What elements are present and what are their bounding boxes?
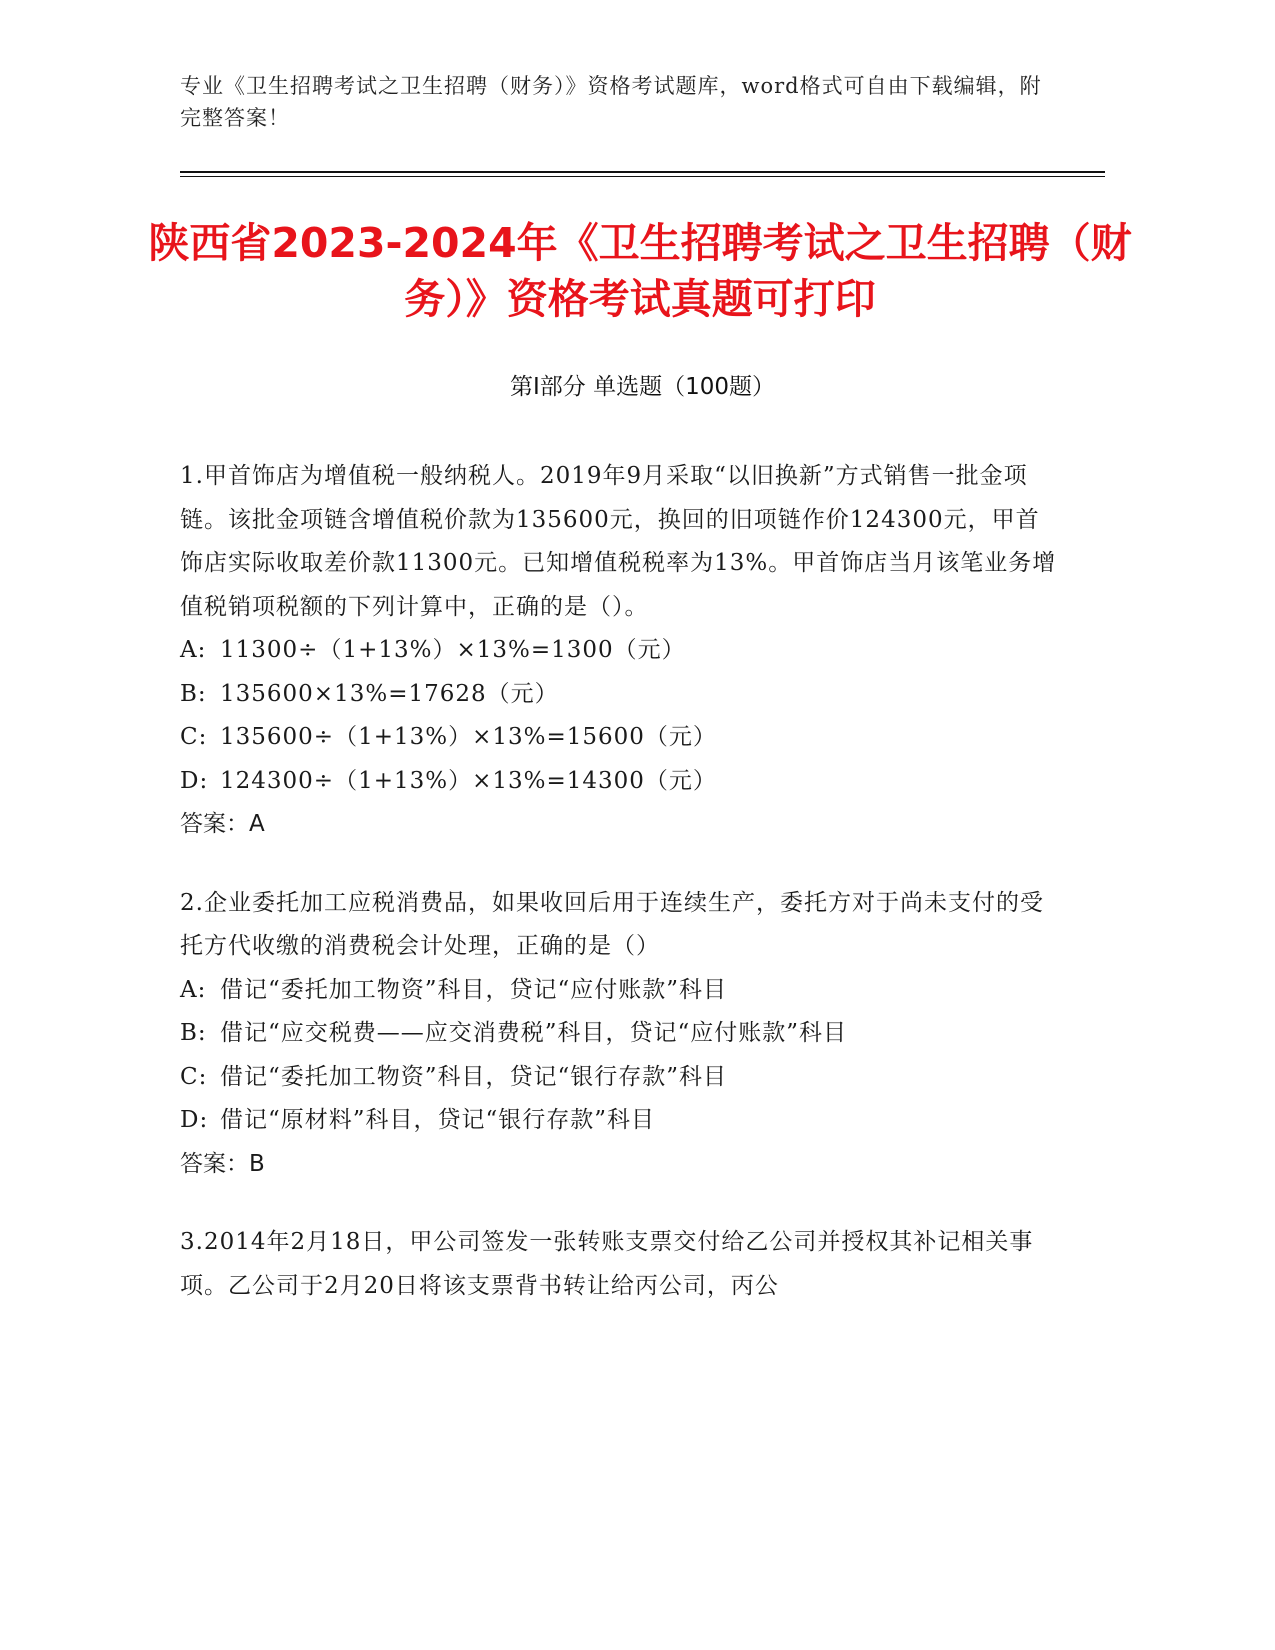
option-d — [180, 760, 1060, 804]
option-key: C: — [180, 724, 208, 750]
answer: 答案：A — [180, 811, 265, 837]
document-title: 陕西省2023-2024年《卫生招聘考试之卫生招聘（财务）》资格考试真题可打印 — [148, 219, 1132, 323]
option-b — [180, 1012, 1060, 1056]
question-list — [180, 455, 1060, 1343]
question-stem: 1.甲首饰店为增值税一般纳税人。2019年9月采取“以旧换新”方式销售一批金项链。该批金项链含增值税价款为135600元，换回的旧项链作价124300元，甲首饰店实际收取差价款11300元。已知增值税税率为13%。甲首饰店当月该笔业务增值税销项税额的下列计算中，正确的是（）。 — [180, 463, 1057, 620]
option-key: D: — [180, 1107, 209, 1133]
option-a — [180, 629, 1060, 673]
option-text: 借记“应交税费——应交消费税”科目，贷记“应付账款”科目 — [220, 1020, 848, 1046]
option-key: B: — [180, 1020, 207, 1046]
option-text: 135600×13%=17628（元） — [220, 680, 559, 707]
option-text: 11300÷（1+13%）×13%=1300（元） — [220, 637, 686, 663]
option-d — [180, 1099, 1060, 1143]
answer: 答案：B — [180, 1150, 265, 1177]
option-key: A: — [180, 976, 207, 1003]
header-divider-thick — [180, 171, 1105, 173]
option-text: 借记“原材料”科目，贷记“银行存款”科目 — [220, 1107, 656, 1133]
option-key: B: — [180, 680, 207, 707]
option-a — [180, 969, 1060, 1013]
option-text: 135600÷（1+13%）×13%=15600（元） — [220, 724, 717, 750]
option-key: C: — [180, 1063, 208, 1090]
question-3 — [180, 1221, 1060, 1308]
option-key: A: — [180, 637, 207, 663]
option-text: 124300÷（1+13%）×13%=14300（元） — [220, 767, 717, 794]
option-c — [180, 1056, 1060, 1100]
question-stem: 3.2014年2月18日，甲公司签发一张转账支票交付给乙公司并授权其补记相关事项。乙公司于2月20日将该支票背书转让给丙公司，丙公 — [180, 1229, 1034, 1299]
header-divider-thin — [180, 176, 1105, 177]
section-heading: 第I部分 单选题（100题） — [510, 374, 775, 400]
option-text: 借记“委托加工物资”科目，贷记“银行存款”科目 — [220, 1063, 728, 1090]
question-1 — [180, 455, 1060, 847]
option-c — [180, 716, 1060, 760]
question-2 — [180, 882, 1060, 1187]
question-stem: 2.企业委托加工应税消费品，如果收回后用于连续生产，委托方对于尚未支付的受托方代收缴的消费税会计处理，正确的是（） — [180, 889, 1044, 959]
header-note: 专业《卫生招聘考试之卫生招聘（财务）》资格考试题库，word格式可自由下载编辑，附完整答案！ — [180, 74, 1042, 130]
option-b — [180, 673, 1060, 717]
option-key: D: — [180, 767, 209, 794]
option-text: 借记“委托加工物资”科目，贷记“应付账款”科目 — [220, 976, 728, 1003]
